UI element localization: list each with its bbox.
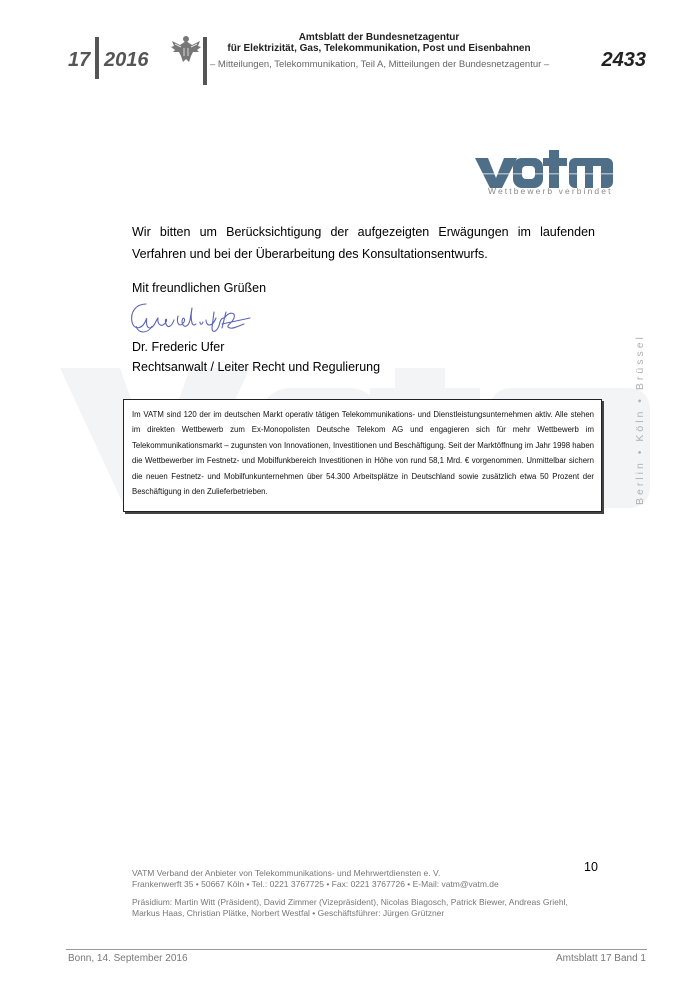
handwritten-signature [126,298,256,338]
association-info-text: Im VATM sind 120 der im deutschen Markt operativ tätigen Telekommunikations- und Dienstleistungsunternehmen aktiv. Alle stehen im direkten Wettbewerb zum Ex-Monopolisten Deutsche Telekom AG und engagieren sich für mehr Wettbewerb im Telekommunikationsmarkt – zugunsten von Innovationen, Investitionen und Beschäftigung. Seit der Marktöffnung im Jahr 1998 haben die Wettbewerber im Festnetz- und Mobilfunkbereich Investitionen in Höhe von rund 58,1 Mrd. € vorgenommen. Unmittelbar sichern die neuen Festnetz- und Mobilfunkunternehmen über 54.300 Arbeitsplätze in Deutschland sowie zusätzlich etwa 50 Prozent der Beschäftigung in den Zulieferbetrieben. [132,410,594,497]
letter-body: Wir bitten um Berücksichtigung der aufgezeigten Erwägungen im laufenden Verfahren und bei der Überarbeitung des Konsultationsentwurfs. [132,225,595,261]
publication-date: Bonn, 14. September 2016 [68,953,188,964]
federal-eagle-icon [170,34,202,64]
closing-greeting: Mit freundlichen Grüßen [132,281,267,295]
gazette-section: – Mitteilungen, Telekommunikation, Teil A, Mitteilungen der Bundesnetzagentur – [210,59,550,70]
gazette-title: Amtsblatt der Bundesnetzagentur [298,32,460,43]
document-page-number: 10 [584,860,598,874]
signer-title: Rechtsanwalt / Leiter Recht und Regulierung [132,360,381,374]
issue-volume: Amtsblatt 17 Band 1 [555,953,646,964]
header-divider [203,37,207,85]
page-number: 2433 [601,49,646,71]
vatm-logo-text: vatm [475,146,478,147]
logo-tagline: Wettbewerb verbindet [488,186,613,196]
issue-year: 2016 [104,49,149,71]
issue-number: 17 [68,49,91,71]
footer-divider [66,949,647,950]
association-info-box [123,399,602,512]
footer-board: Präsidium: Martin Witt (Präsident), David Zimmer (Vizepräsident), Nicolas Biagosch, Patrick Biewer, Andreas Griehl, [132,897,568,907]
side-cities: Berlin • Köln • Brüssel [634,334,646,505]
header-divider [95,37,99,79]
footer-address: Frankenwerft 35 • 50667 Köln • Tel.: 0221 3767725 • Fax: 0221 3767726 • E-Mail: vatm@vatm.de [132,879,499,889]
footer-board-continued: Markus Haas, Christian Plätke, Norbert Westfal • Geschäftsführer: Jürgen Grützner [132,908,445,918]
footer-organization: VATM Verband der Anbieter von Telekommunikations- und Mehrwertdiensten e. V. [132,868,441,878]
signer-name: Dr. Frederic Ufer [132,340,225,354]
gazette-title-sub: für Elektrizität, Gas, Telekommunikation, Post und Eisenbahnen [227,43,531,54]
